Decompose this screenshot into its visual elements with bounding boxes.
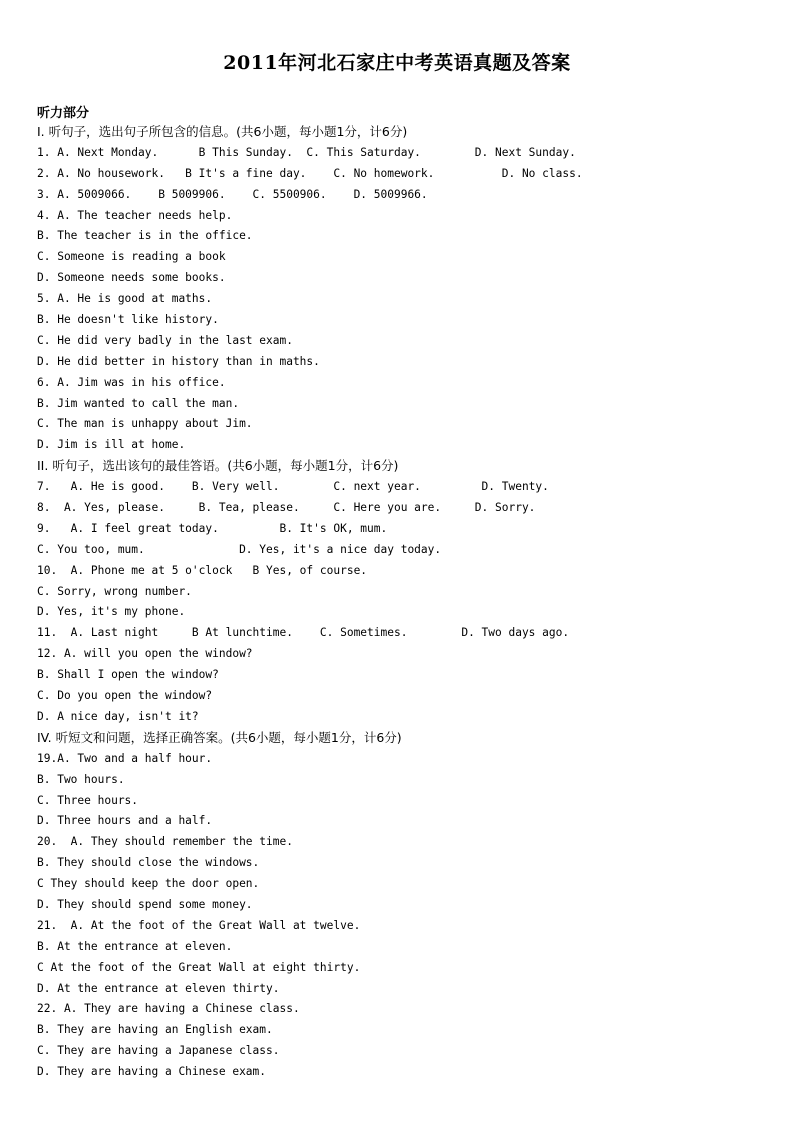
question-line: B. They should close the windows. [37, 856, 260, 870]
question-line: 1. A. Next Monday. B This Sunday. C. This Saturday. D. Next Sunday. [37, 145, 576, 159]
section-label: 听力部分 [37, 106, 90, 121]
question-line: 8. A. Yes, please. B. Tea, please. C. Here you are. D. Sorry. [37, 501, 536, 515]
question-line: 9. A. I feel great today. B. It's OK, mum. [37, 521, 388, 535]
question-line: 19.A. Two and a half hour. [37, 751, 213, 765]
question-line: 7. A. He is good. B. Very well. C. next year. D. Twenty. [37, 480, 549, 494]
question-line: 21. A. At the foot of the Great Wall at twelve. [37, 918, 361, 932]
question-line: 2. A. No housework. B It's a fine day. C. No homework. D. No class. [37, 166, 583, 180]
question-line: 12. A. will you open the window? [37, 647, 253, 661]
question-line: C. Sorry, wrong number. [37, 584, 192, 598]
question-line: B. The teacher is in the office. [37, 229, 253, 243]
question-line: 6. A. Jim was in his office. [37, 375, 226, 389]
question-line: C. He did very badly in the last exam. [37, 333, 293, 347]
question-line: 11. A. Last night B At lunchtime. C. Sometimes. D. Two days ago. [37, 626, 570, 640]
question-line: C. They are having a Japanese class. [37, 1044, 280, 1058]
question-line: C. Do you open the window? [37, 689, 213, 703]
question-line: 20. A. They should remember the time. [37, 835, 293, 849]
question-line: D. At the entrance at eleven thirty. [37, 981, 280, 995]
section-heading: II. 听句子，选出该句的最佳答语。(共6小题，每小题1分，计6分) [37, 458, 399, 474]
question-line: B. He doesn't like history. [37, 313, 219, 327]
question-line: D. He did better in history than in maths. [37, 354, 320, 368]
question-line: B. Jim wanted to call the man. [37, 396, 240, 410]
question-line: C. Three hours. [37, 793, 139, 807]
question-line: 3. A. 5009066. B 5009906. C. 5500906. D. 5009966. [37, 187, 428, 201]
question-line: B. Shall I open the window? [37, 668, 219, 682]
question-line: D. They should spend some money. [37, 897, 253, 911]
question-line: 10. A. Phone me at 5 o'clock B Yes, of course. [37, 563, 368, 577]
question-line: D. Someone needs some books. [37, 271, 226, 285]
question-line: B. At the entrance at eleven. [37, 939, 233, 953]
question-line: B. They are having an English exam. [37, 1023, 273, 1037]
question-line: C. Someone is reading a book [37, 250, 226, 264]
question-line: 4. A. The teacher needs help. [37, 208, 233, 222]
section-heading: I. 听句子，选出句子所包含的信息。(共6小题，每小题1分，计6分) [37, 124, 408, 139]
document-title: 2011年河北石家庄中考英语真题及答案 [223, 52, 571, 74]
question-line: D. Three hours and a half. [37, 814, 213, 828]
question-line: 5. A. He is good at maths. [37, 292, 213, 306]
question-line: B. Two hours. [37, 772, 125, 786]
question-line: D. Jim is ill at home. [37, 438, 186, 452]
question-line: D. They are having a Chinese exam. [37, 1065, 267, 1079]
question-line: 22. A. They are having a Chinese class. [37, 1002, 300, 1016]
question-line: C At the foot of the Great Wall at eight thirty. [37, 960, 361, 974]
question-list [37, 122, 757, 1083]
question-line: C. The man is unhappy about Jim. [37, 417, 253, 431]
section-heading: IV. 听短文和问题，选择正确答案。(共6小题，每小题1分，计6分) [37, 729, 402, 745]
question-line: D. A nice day, isn't it? [37, 709, 199, 723]
question-line: C They should keep the door open. [37, 877, 260, 891]
question-line: D. Yes, it's my phone. [37, 605, 186, 619]
question-line: C. You too, mum. D. Yes, it's a nice day today. [37, 542, 442, 556]
